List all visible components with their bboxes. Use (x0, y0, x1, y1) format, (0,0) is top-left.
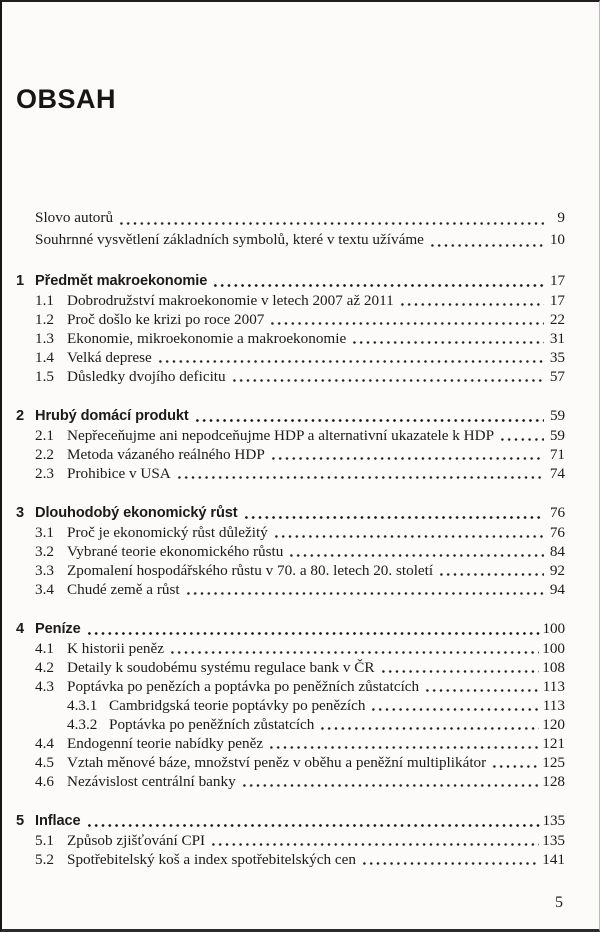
toc-item-row (16, 426, 565, 445)
entry-number: 3.4 (35, 581, 54, 598)
entry-number: 4.3.2 (67, 716, 98, 733)
entry-number: 4.5 (35, 754, 54, 771)
toc-chapter-row (16, 619, 565, 639)
entry-title: Inflace (35, 813, 81, 829)
entry-page: 17 (549, 292, 565, 309)
entry-number: 3 (16, 505, 25, 521)
entry-title: Hrubý domácí produkt (35, 408, 189, 424)
toc-chapter-row (16, 503, 565, 523)
dot-leader (212, 284, 544, 287)
toc-item-row (16, 523, 565, 542)
dot-leader (169, 651, 539, 654)
entry-page: 35 (549, 349, 565, 366)
dot-leader (194, 419, 544, 422)
entry-page: 76 (549, 524, 565, 541)
entry-page: 76 (550, 504, 565, 521)
toc-item-row (16, 367, 565, 386)
dot-leader (370, 708, 539, 711)
entry-title: Vztah měnové báze, množství peněz v oběhu a peněžní multiplikátor (67, 754, 487, 771)
entry-number: 4.1 (35, 640, 54, 657)
dot-leader (241, 784, 540, 787)
dot-leader (243, 516, 544, 519)
entry-page: 100 (542, 620, 565, 637)
toc-chapter-row (16, 271, 565, 291)
toc-item-row (16, 348, 565, 367)
entry-title: Nezávislost centrální banky (67, 773, 236, 790)
entry-title: Dobrodružství makroekonomie v letech 2007 až 2011 (67, 292, 394, 309)
toc-item-row (16, 772, 565, 791)
toc-item-row (16, 561, 565, 580)
entry-page: 121 (542, 735, 565, 752)
dot-leader (429, 244, 544, 247)
toc-front-row (16, 207, 565, 229)
entry-page: 10 (549, 231, 565, 248)
entry-title: Důsledky dvojího deficitu (67, 368, 226, 385)
entry-page: 59 (549, 427, 565, 444)
entry-number: 4 (16, 621, 25, 637)
entry-title: Způsob zjišťování CPI (67, 832, 206, 849)
entry-page: 125 (542, 754, 565, 771)
dot-leader (86, 824, 540, 827)
dot-leader (86, 632, 540, 635)
entry-page: 92 (549, 562, 565, 579)
toc-item-row (16, 542, 565, 561)
entry-title: Metoda vázaného reálného HDP (67, 446, 265, 463)
dot-leader (270, 457, 544, 460)
dot-leader (268, 746, 539, 749)
toc-item-row (16, 850, 565, 869)
entry-number: 1.5 (35, 368, 54, 385)
entry-title: Prohibice v USA (67, 465, 171, 482)
entry-page: 135 (542, 832, 565, 849)
toc-item-row (16, 445, 565, 464)
entry-number: 1.3 (35, 330, 54, 347)
dot-leader (399, 303, 544, 306)
dot-leader (438, 573, 544, 576)
entry-title: Spotřebitelský koš a index spotřebitelských cen (67, 851, 356, 868)
dot-leader (231, 379, 544, 382)
entry-number: 5.1 (35, 832, 54, 849)
entry-page: 22 (549, 311, 565, 328)
entry-title: Dlouhodobý ekonomický růst (35, 505, 238, 521)
toc-front-row (16, 229, 565, 251)
entry-number: 5.2 (35, 851, 54, 868)
entry-title: Zpomalení hospodářského růstu v 70. a 80. letech 20. století (67, 562, 434, 579)
toc-item-row (16, 639, 565, 658)
entry-title: Proč došlo ke krizi po roce 2007 (67, 311, 265, 328)
dot-leader (361, 862, 539, 865)
toc-subitem-row (16, 696, 565, 715)
dot-leader (269, 322, 544, 325)
entry-page: 84 (549, 543, 565, 560)
toc-list (16, 207, 565, 869)
entry-title: Poptávka po penězích a poptávka po peněžních zůstatcích (67, 678, 420, 695)
entry-number: 2 (16, 408, 25, 424)
dot-leader (273, 535, 544, 538)
toc-item-row (16, 580, 565, 599)
entry-page: 71 (549, 446, 565, 463)
toc-item-row (16, 831, 565, 850)
entry-page: 128 (542, 773, 565, 790)
toc-item-row (16, 734, 565, 753)
entry-number: 3.1 (35, 524, 54, 541)
toc-item-row (16, 329, 565, 348)
entry-title: Předmět makroekonomie (35, 273, 208, 289)
entry-title: Slovo autorů (35, 209, 114, 226)
entry-page: 74 (549, 465, 565, 482)
entry-title: Ekonomie, mikroekonomie a makroekonomie (67, 330, 347, 347)
entry-title: Peníze (35, 621, 81, 637)
entry-number: 4.6 (35, 773, 54, 790)
toc-item-row (16, 753, 565, 772)
entry-page: 17 (550, 272, 565, 289)
entry-number: 1 (16, 273, 25, 289)
entry-page: 100 (542, 640, 565, 657)
entry-number: 1.1 (35, 292, 54, 309)
dot-leader (499, 438, 544, 441)
entry-number: 4.3 (35, 678, 54, 695)
entry-number: 5 (16, 813, 25, 829)
dot-leader (380, 670, 540, 673)
toc-item-row (16, 658, 565, 677)
entry-title: Vybrané teorie ekonomického růstu (67, 543, 284, 560)
page-title: OBSAH (16, 84, 117, 114)
entry-number: 4.2 (35, 659, 54, 676)
entry-page: 59 (550, 407, 565, 424)
entry-title: Cambridgská teorie poptávky po penězích (109, 697, 366, 714)
entry-number: 2.3 (35, 465, 54, 482)
entry-page: 113 (542, 697, 565, 714)
entry-page: 31 (549, 330, 565, 347)
entry-page: 113 (542, 678, 565, 695)
toc-subitem-row (16, 715, 565, 734)
entry-title: Detaily k soudobému systému regulace bank v ČR (67, 659, 375, 676)
entry-title: Souhrnné vysvětlení základních symbolů, které v textu užíváme (35, 231, 424, 248)
toc-item-row (16, 291, 565, 310)
entry-number: 4.4 (35, 735, 54, 752)
dot-leader (157, 360, 544, 363)
entry-page: 57 (549, 368, 565, 385)
entry-page: 9 (557, 209, 565, 226)
toc-chapter-row (16, 811, 565, 831)
entry-number: 1.4 (35, 349, 54, 366)
dot-leader (424, 689, 540, 692)
entry-number: 1.2 (35, 311, 54, 328)
dot-leader (491, 765, 539, 768)
entry-number: 2.1 (35, 427, 54, 444)
entry-title: K historii peněz (67, 640, 165, 657)
dot-leader (351, 341, 544, 344)
entry-page: 141 (542, 851, 565, 868)
entry-title: Nepřeceňujme ani nepodceňujme HDP a alternativní ukazatele k HDP (67, 427, 495, 444)
entry-title: Velká deprese (67, 349, 152, 366)
dot-leader (118, 222, 544, 225)
dot-leader (210, 843, 539, 846)
entry-number: 3.3 (35, 562, 54, 579)
page-number: 5 (555, 894, 563, 911)
entry-title: Poptávka po peněžních zůstatcích (109, 716, 315, 733)
entry-title: Proč je ekonomický růst důležitý (67, 524, 268, 541)
entry-page: 108 (542, 659, 565, 676)
toc-item-row (16, 464, 565, 483)
entry-title: Endogenní teorie nabídky peněz (67, 735, 264, 752)
entry-number: 2.2 (35, 446, 54, 463)
entry-number: 4.3.1 (67, 697, 98, 714)
entry-number: 3.2 (35, 543, 54, 560)
entry-page: 120 (542, 716, 565, 733)
toc-item-row (16, 310, 565, 329)
entry-page: 94 (549, 581, 565, 598)
entry-title: Chudé země a růst (67, 581, 180, 598)
entry-page: 135 (542, 812, 565, 829)
dot-leader (185, 592, 544, 595)
dot-leader (176, 476, 544, 479)
toc-item-row (16, 677, 565, 696)
toc-chapter-row (16, 406, 565, 426)
dot-leader (319, 727, 539, 730)
dot-leader (288, 554, 544, 557)
